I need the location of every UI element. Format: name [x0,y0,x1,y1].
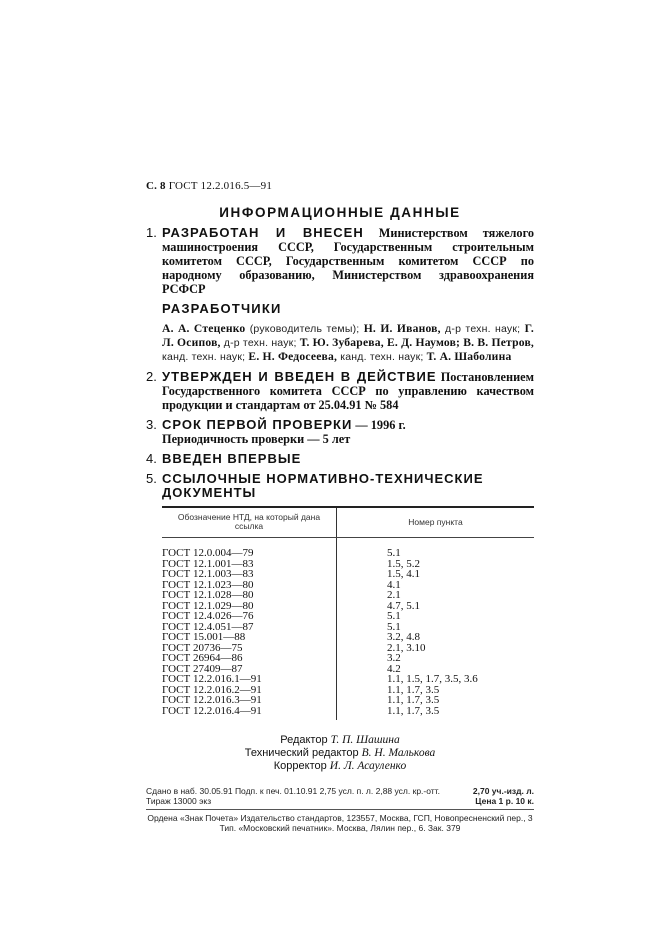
document-cell: ГОСТ 12.1.001—83 [162,559,337,570]
document-cell: ГОСТ 12.2.016.4—91 [162,706,337,721]
section-4 [146,452,534,466]
credit-role: Редактор [280,734,328,746]
table-row [162,653,534,664]
section-heading: ВВЕДЕН ВПЕРВЫЕ [162,451,302,466]
page-title: ИНФОРМАЦИОННЫЕ ДАННЫЕ [219,205,461,220]
credit-technical-editor [146,747,534,760]
clause-cell: 3.2 [387,652,401,664]
running-head [146,180,534,192]
developer-role: канд. техн. наук; [162,351,246,363]
section-5 [146,472,534,500]
section-number: 5. [146,471,157,486]
clause-cell: 1.1, 1.5, 1.7, 3.5, 3.6 [387,673,478,685]
clause-cell: 2.1 [387,589,401,601]
section-number: 3. [146,417,157,432]
document-cell: ГОСТ 12.1.029—80 [162,601,337,612]
clause-cell: 1.5, 5.2 [387,557,420,570]
document-cell: ГОСТ 12.1.028—80 [162,590,337,601]
developer-name: Н. И. Иванов, [363,322,441,335]
table-row [162,611,534,622]
section-text: Министерством тяжелого машиностроения СССР, Государственным строительным комитетом СССР, Государственным комитетом СССР по народному образованию, Министерством здравоохранения РСФСР [162,226,535,296]
table-row [162,674,534,685]
imprint-printer: Тип. «Московский печатник». Москва, Лялин пер., 6. Зак. 379 [219,822,461,833]
document-cell: ГОСТ 12.4.026—76 [162,611,337,622]
clause-cell: 5.1 [387,610,401,622]
table-row [162,590,534,601]
credit-name: В. Н. Малькова [361,747,436,759]
clause-cell: 4.7, 5.1 [387,599,420,612]
imprint-row-2 [146,797,534,807]
standard-number: ГОСТ 12.2.016.5—91 [168,180,273,192]
document-cell: ГОСТ 20736—75 [162,643,337,654]
imprint-print-run: Тираж 13000 экз [146,795,212,806]
page-number: С. 8 [146,180,166,192]
section-number: 4. [146,451,157,466]
section-number: 2. [146,369,157,384]
table-row [162,538,534,559]
clause-cell: 1.1, 1.7, 3.5 [387,704,440,717]
developer-role: д-р техн. наук; [223,337,297,349]
clause-cell: 1.1, 1.7, 3.5 [387,683,440,696]
developer-name: А. А. Стеценко [162,322,246,335]
table-row [162,632,534,643]
developer-role: (руководитель темы); [249,323,360,335]
document-cell: ГОСТ 12.2.016.2—91 [162,685,337,696]
developers-heading: РАЗРАБОТЧИКИ [162,301,282,316]
developer-name: Е. Н. Федосеева, [248,350,338,363]
column-header-document: Обозначение НТД, на который дана ссылка [162,507,337,538]
section-number: 1. [146,225,157,240]
document-cell: ГОСТ 27409—87 [162,664,337,675]
clause-cell: 4.1 [387,578,401,591]
developer-role: канд. техн. наук; [340,351,424,363]
credit-name: Т. П. Шашина [330,734,400,746]
imprint-publisher: Ордена «Знак Почета» Издательство стандартов, 123557, Москва, ГСП, Новопресненский пер., 3 [147,813,533,823]
imprint-price: Цена 1 р. 10 к. [475,795,534,806]
section-text: Постановлением Государственного комитета СССР по управлению качеством продукции и стандартам от 25.04.91 № 584 [162,370,534,412]
clause-cell: 5.1 [387,620,401,633]
document-cell: ГОСТ 26964—86 [162,653,337,664]
credit-editor [146,734,534,747]
clause-cell: 1.5, 4.1 [387,568,420,580]
developer-name: Г. Л. Осипов, [162,322,534,349]
section-3 [146,418,534,446]
document-page [146,180,534,833]
document-cell: ГОСТ 12.2.016.3—91 [162,695,337,706]
developer-name: Е. Д. Наумов; [386,336,461,349]
table-row [162,695,534,706]
imprint-divider [146,809,534,810]
document-cell: ГОСТ 12.2.016.1—91 [162,674,337,685]
section-heading: УТВЕРЖДЕН И ВВЕДЕН В ДЕЙСТВИЕ [162,369,437,384]
imprint-sheets: 2,70 уч.-изд. л. [472,786,534,796]
clause-cell: 5.1 [387,547,401,559]
section-2 [146,370,534,412]
document-cell: ГОСТ 12.0.004—79 [162,538,337,559]
section-text: — 1996 г. [352,418,406,432]
credit-name: И. Л. Асауленко [329,760,407,772]
table-row [162,569,534,580]
document-cell: ГОСТ 12.1.003—83 [162,569,337,580]
document-cell: ГОСТ 12.4.051—87 [162,622,337,633]
column-header-clause: Номер пункта [337,507,535,538]
section-heading: ССЫЛОЧНЫЕ НОРМАТИВНО-ТЕХНИЧЕСКИЕ ДОКУМЕНТЫ [162,471,484,500]
section-heading: СРОК ПЕРВОЙ ПРОВЕРКИ [162,417,353,432]
clause-cell: 1.1, 1.7, 3.5 [387,694,440,706]
document-cell: ГОСТ 15.001—88 [162,632,337,643]
clause-cell: 3.2, 4.8 [387,631,420,643]
developer-role: д-р техн. наук; [445,323,521,335]
developers-list [146,322,534,364]
imprint-print-dates: Сдано в наб. 30.05.91 Подп. к печ. 01.10.91 2,75 усл. п. л. 2,88 усл. кр.-отт. [146,786,440,796]
table-row [162,706,534,721]
clause-cell: 2.1, 3.10 [387,641,426,654]
section-subtext: Периодичность проверки — 5 лет [162,432,351,446]
reference-table [162,506,534,720]
clause-cell: 4.2 [387,662,401,675]
section-1 [146,226,534,296]
credit-role: Корректор [273,760,327,772]
section-heading: РАЗРАБОТАН И ВНЕСЕН [162,225,364,240]
developer-name: Т. А. Шаболина [426,350,512,363]
editorial-credits [146,734,534,773]
credit-proofreader [146,760,534,773]
developer-name: В. В. Петров, [463,336,535,349]
credit-role: Технический редактор [244,747,359,759]
developer-name: Т. Ю. Зубарева, [299,336,384,349]
document-cell: ГОСТ 12.1.023—80 [162,580,337,591]
imprint [146,787,534,833]
